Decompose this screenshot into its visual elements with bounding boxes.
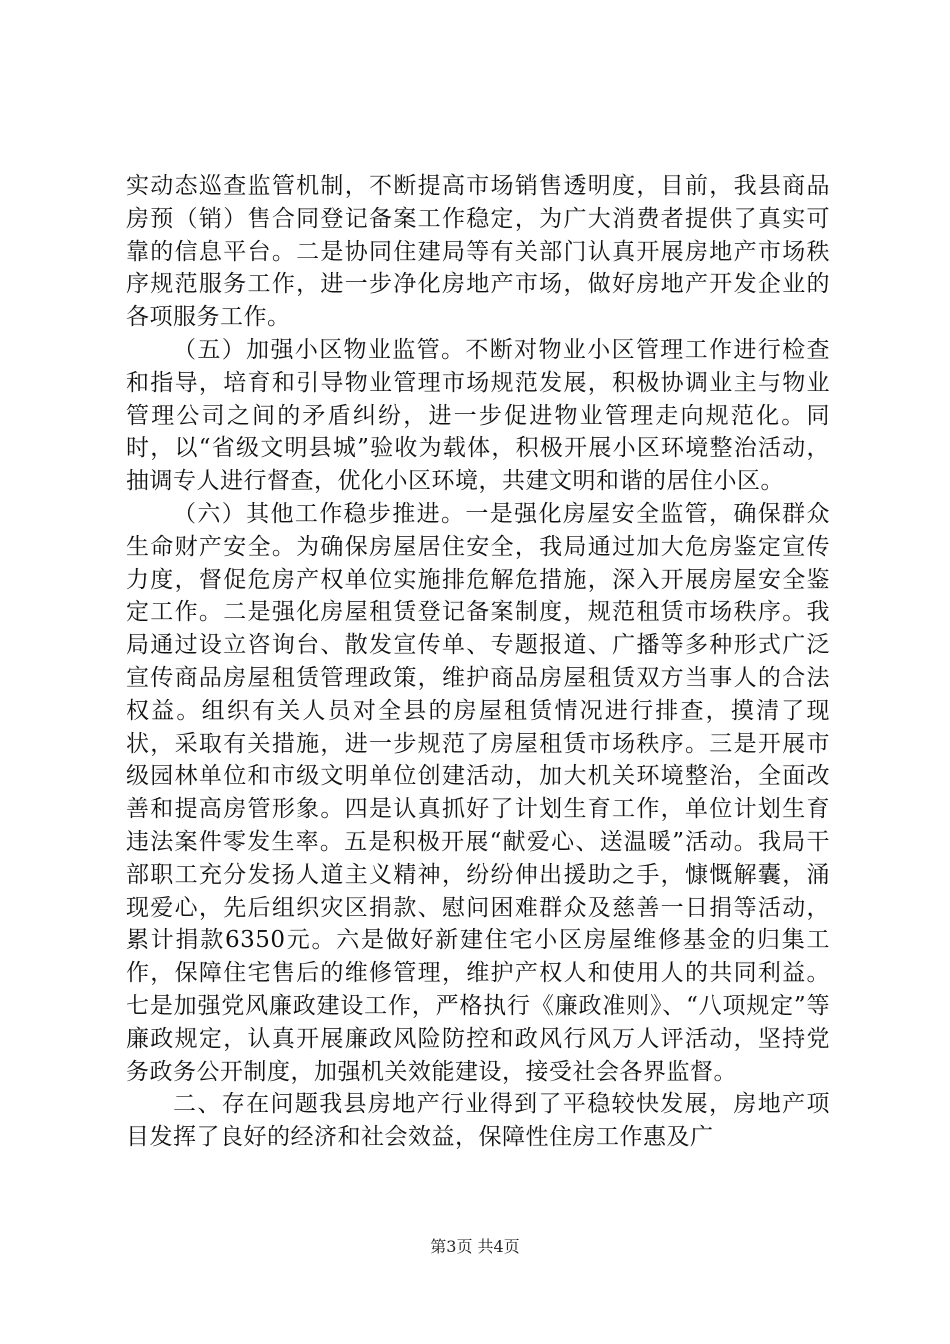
document-body [126, 170, 830, 1154]
paragraph-2: （五）加强小区物业监管。不断对物业小区管理工作进行检查和指导，培育和引导物业管理市场规范发展，积极协调业主与物业管理公司之间的矛盾纠纷，进一步促进物业管理走向规范化。同时，以“省级文明县城”验收为载体，积极开展小区环境整治活动，抽调专人进行督查，优化小区环境，共建文明和谐的居住小区。 [126, 336, 830, 495]
page-footer [0, 1237, 950, 1257]
paragraph-1: 实动态巡查监管机制，不断提高市场销售透明度，目前，我县商品房预（销）售合同登记备案工作稳定，为广大消费者提供了真实可靠的信息平台。二是协同住建局等有关部门认真开展房地产市场秩序规范服务工作，进一步净化房地产市场，做好房地产开发企业的各项服务工作。 [126, 173, 830, 331]
paragraph-3: （六）其他工作稳步推进。一是强化房屋安全监管，确保群众生命财产安全。为确保房屋居住安全，我局通过加大危房鉴定宣传力度，督促危房产权单位实施排危解危措施，深入开展房屋安全鉴定工作。二是强化房屋租赁登记备案制度，规范租赁市场秩序。我局通过设立咨询台、散发宣传单、专题报道、广播等多种形式广泛宣传商品房屋租赁管理政策，维护商品房屋租赁双方当事人的合法权益。组织有关人员对全县的房屋租赁情况进行排查，摸清了现状，采取有关措施，进一步规范了房屋租赁市场秩序。三是开展市级园林单位和市级文明单位创建活动，加大机关环境整治，全面改善和提高房管形象。四是认真抓好了计划生育工作，单位计划生育违法案件零发生率。五是积极开展“献爱心、送温暖”活动。我局干部职工充分发扬人道主义精神，纷纷伸出援助之手，慷慨解囊，涌现爱心，先后组织灾区捐款、慰问困难群众及慈善一日捐等活动，累计捐款6350元。六是做好新建住宅小区房屋维修基金的归集工作，保障住宅售后的维修管理，维护产权人和使用人的共同利益。七是加强党风廉政建设工作，严格执行《廉政准则》、“八项规定”等廉政规定，认真开展廉政风险防控和政风行风万人评活动，坚持党务政务公开制度，加强机关效能建设，接受社会各界监督。 [126, 500, 830, 1085]
paragraph-4: 二、存在问题我县房地产行业得到了平稳较快发展，房地产项目发挥了良好的经济和社会效益，保障性住房工作惠及广 [126, 1091, 830, 1151]
page-number: 第3页 共4页 [430, 1237, 520, 1256]
